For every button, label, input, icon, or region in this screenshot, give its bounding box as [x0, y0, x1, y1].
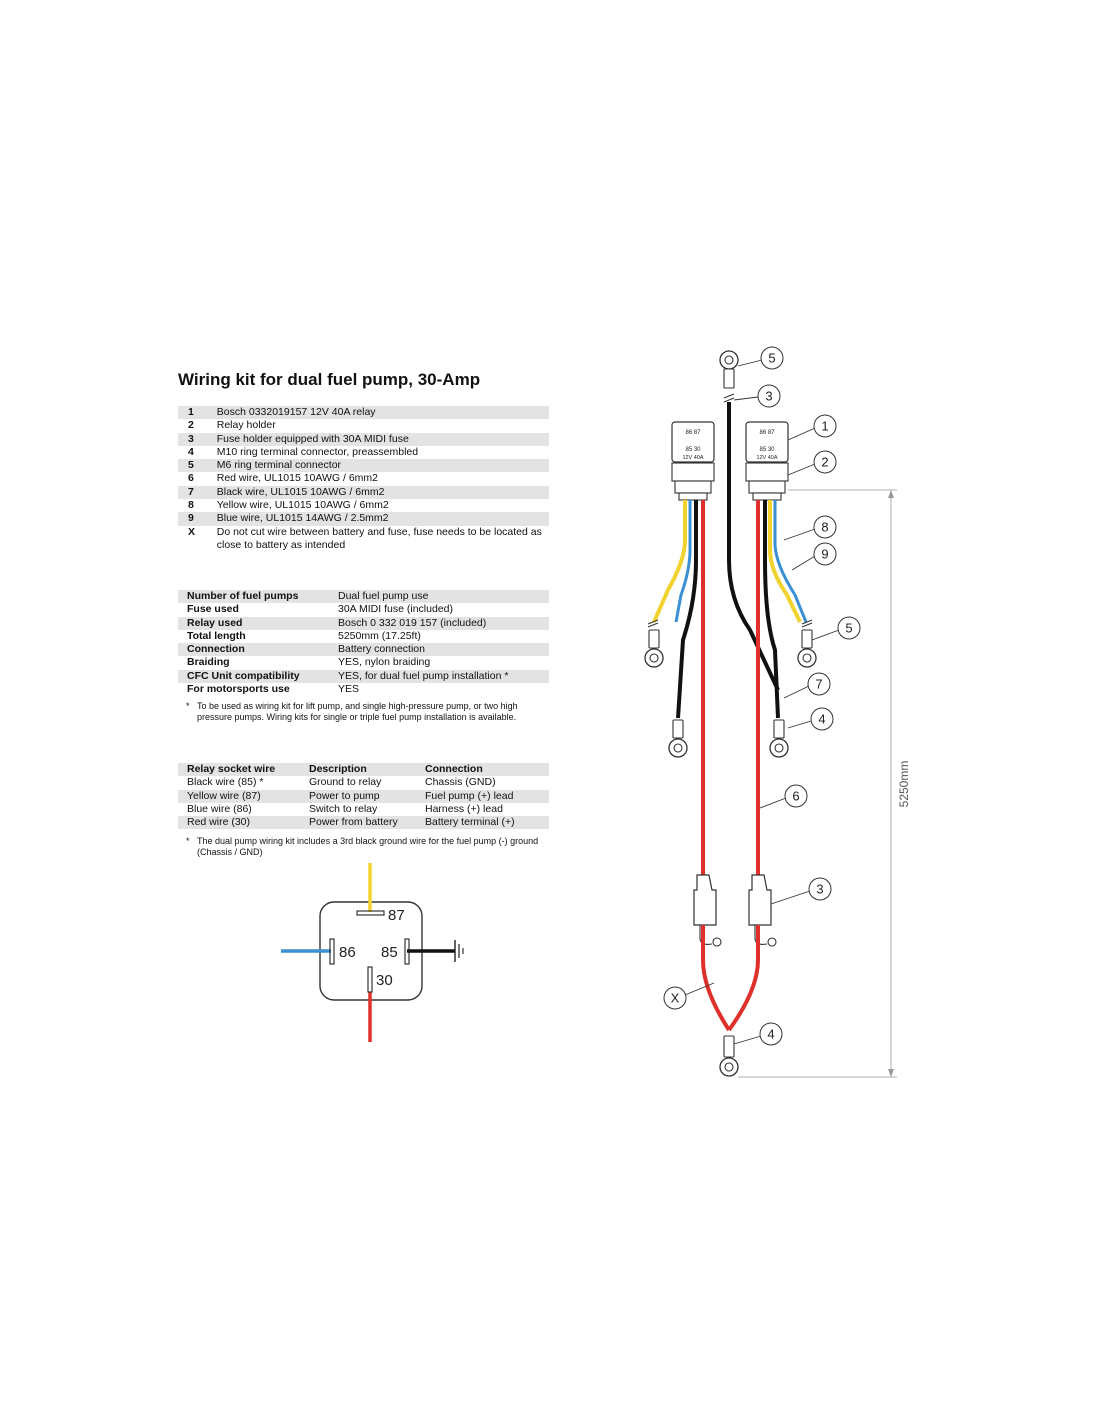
header-relay-socket-wire: Relay socket wire — [178, 763, 309, 776]
relay-left — [672, 422, 714, 500]
relay-connection: Harness (+) lead — [425, 802, 503, 815]
part-description: Fuse holder equipped with 30A MIDI fuse — [217, 433, 549, 446]
spec-label: Fuse used — [187, 603, 239, 616]
part-description: M10 ring terminal connector, preassembled — [216, 445, 419, 458]
spec-label: For motorsports use — [187, 683, 290, 696]
callout-2 — [788, 451, 836, 475]
spec-label: Number of fuel pumps — [178, 590, 338, 603]
svg-text:8: 8 — [821, 519, 829, 535]
pin-87-label: 87 — [388, 907, 405, 924]
footnote-text: To be used as wiring kit for lift pump, and single high-pressure pump, or two high pressure pumps. Wiring kits for single or triple fuel pump installation is available. — [197, 701, 518, 722]
relay-body-outline — [320, 902, 422, 1000]
part-number: 9 — [178, 512, 217, 525]
spec-value: YES — [338, 683, 360, 696]
svg-text:3: 3 — [816, 881, 824, 897]
spec-value: 5250mm (17.25ft) — [338, 629, 421, 642]
spec-label: Connection — [178, 643, 338, 656]
relay-pin-diagram — [281, 863, 463, 1042]
part-number: 8 — [188, 499, 194, 512]
relay-pin-label-bottom: 85 30 — [685, 447, 701, 453]
part-number: 6 — [188, 472, 194, 485]
header-description: Description — [309, 763, 425, 776]
terminal-crimp-bottom — [724, 1036, 734, 1057]
m6-terminal-left — [645, 620, 663, 667]
callout-3-fuse — [771, 878, 831, 904]
spec-value: Battery connection — [338, 643, 549, 656]
relay-description: Switch to relay — [309, 802, 378, 815]
part-number: X — [188, 525, 196, 538]
spec-label: Braiding — [187, 656, 230, 669]
spec-value: Bosch 0 332 019 157 (included) — [338, 617, 549, 630]
terminal-crimp-top — [724, 369, 734, 388]
relay-rating-label: 12V 40A — [756, 455, 778, 461]
part-number: 5 — [178, 459, 217, 472]
pin-30-label: 30 — [376, 972, 393, 989]
part-number: 7 — [178, 486, 217, 499]
footnote-marker: * — [186, 701, 190, 711]
svg-text:1: 1 — [821, 418, 829, 434]
harness-diagram — [645, 347, 911, 1077]
m6-terminal-right — [798, 620, 816, 667]
relay-connection: Battery terminal (+) — [425, 816, 549, 829]
spec-value: Dual fuel pump use — [338, 590, 549, 603]
fuse-holder-right — [749, 875, 776, 946]
relay-wire: Blue wire (86) — [187, 802, 252, 815]
part-description: Blue wire, UL1015 14AWG / 2.5mm2 — [217, 512, 549, 525]
part-description: Red wire, UL1015 10AWG / 6mm2 — [216, 472, 379, 485]
svg-text:4: 4 — [818, 711, 826, 727]
part-number: 3 — [178, 433, 217, 446]
svg-text:4: 4 — [767, 1026, 775, 1042]
svg-text:3: 3 — [765, 388, 773, 404]
callout-9 — [792, 543, 836, 570]
callout-7 — [784, 673, 830, 698]
relay-description: Power from battery — [309, 816, 425, 829]
relay-description: Ground to relay — [309, 776, 382, 789]
relay-pin-label-top: 86 87 — [759, 430, 775, 436]
spec-value: YES, nylon braiding — [338, 656, 431, 669]
spec-label: Total length — [187, 629, 246, 642]
relay-wire: Black wire (85) * — [187, 776, 264, 789]
part-description: Bosch 0332019157 12V 40A relay — [217, 406, 549, 419]
battery-wire-right — [729, 925, 758, 1030]
m10-terminal-right — [770, 720, 788, 757]
footnote-marker: * — [186, 836, 190, 846]
m10-terminal-left — [669, 720, 687, 757]
pin-85-label: 85 — [381, 944, 398, 961]
svg-text:7: 7 — [815, 676, 823, 692]
part-description: M6 ring terminal connector — [217, 459, 549, 472]
spec-label: CFC Unit compatibility — [178, 670, 338, 683]
relay-right — [746, 422, 788, 500]
svg-text:5: 5 — [768, 350, 776, 366]
fuse-holder-left — [694, 875, 721, 946]
spec-value: 30A MIDI fuse (included) — [338, 603, 453, 616]
relay-connection: Chassis (GND) — [425, 776, 496, 789]
spec-value: YES, for dual fuel pump installation * — [338, 670, 549, 683]
relay-connection: Fuel pump (+) lead — [425, 790, 549, 803]
relay-pin-label-top: 86 87 — [685, 430, 701, 436]
callout-4-mid — [788, 708, 833, 730]
part-description: Black wire, UL1015 10AWG / 6mm2 — [217, 486, 549, 499]
footnote-text: The dual pump wiring kit includes a 3rd black ground wire for the fuel pump (-) ground (Chassis / GND) — [197, 836, 539, 857]
spec-label: Relay used — [178, 617, 338, 630]
relay-description: Power to pump — [309, 790, 425, 803]
callout-1 — [788, 415, 836, 440]
part-description: Do not cut wire between battery and fuse, fuse needs to be located as close to battery as intended — [216, 525, 542, 551]
svg-text:X: X — [670, 990, 680, 1006]
relay-rating-label: 12V 40A — [682, 455, 704, 461]
callout-5-top — [738, 347, 783, 369]
callout-8 — [784, 516, 836, 540]
callout-4-bottom — [734, 1023, 782, 1045]
svg-text:2: 2 — [821, 454, 829, 470]
part-description: Yellow wire, UL1015 10AWG / 6mm2 — [216, 499, 389, 512]
relay-pin-label-bottom: 85 30 — [759, 447, 775, 453]
dimension-label: 5250mm — [897, 760, 911, 808]
callout-5-right — [812, 617, 860, 640]
part-number: 4 — [188, 445, 194, 458]
part-description: Relay holder — [216, 419, 276, 432]
part-number: 1 — [178, 406, 217, 419]
header-connection: Connection — [425, 763, 549, 776]
svg-text:6: 6 — [792, 788, 800, 804]
ground-symbol-icon — [455, 940, 463, 962]
svg-text:5: 5 — [845, 620, 853, 636]
relay-wire: Red wire (30) — [178, 816, 309, 829]
callout-6 — [760, 785, 807, 808]
page-title: Wiring kit for dual fuel pump, 30-Amp — [178, 370, 481, 389]
relay-wire: Yellow wire (87) — [178, 790, 309, 803]
callout-3-top — [734, 385, 780, 407]
pin-86-label: 86 — [339, 944, 356, 961]
part-number: 2 — [188, 419, 194, 432]
svg-text:9: 9 — [821, 546, 829, 562]
